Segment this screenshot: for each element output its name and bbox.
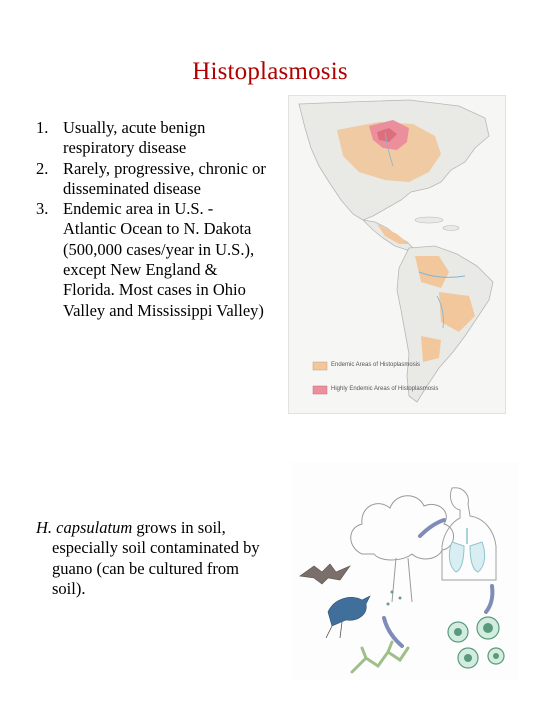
cycle-arrow <box>486 586 492 612</box>
yeast-cells <box>448 617 504 668</box>
endemic-area-south-3 <box>421 336 441 362</box>
item-number: 1. <box>36 118 49 137</box>
legend-label-highly-endemic: Highly Endemic Areas of Histoplasmosis <box>331 386 439 392</box>
human-outline <box>442 488 496 580</box>
bird-icon <box>328 596 370 626</box>
bat-icon <box>300 564 350 584</box>
life-cycle-image <box>292 462 518 680</box>
life-cycle-diagram <box>292 462 518 680</box>
item-text: Rarely, progressive, chronic or disseminated disease <box>63 158 266 198</box>
item-number: 3. <box>36 199 49 219</box>
list-item <box>36 199 266 321</box>
legend-label-endemic: Endemic Areas of Histoplasmosis <box>331 362 421 368</box>
list-item <box>36 118 266 159</box>
item-text: Usually, acute benign respiratory disease <box>63 118 206 158</box>
organism-name: H. capsulatum <box>36 518 133 537</box>
note-first-line-text: grows in soil, <box>132 518 226 537</box>
tree-outline <box>351 496 454 560</box>
item-text: Endemic area in U.S. - Atlantic Ocean to N. Dakota (500,000 cases/year in U.S.), except New England & Florida. Most cases in Ohio Valley and Mississippi Valley) <box>63 199 264 320</box>
slide-title: Histoplasmosis <box>192 58 348 85</box>
note-first-line <box>36 518 276 538</box>
americas-map <box>289 96 505 413</box>
cycle-arrow <box>420 520 444 536</box>
list-item <box>36 159 266 200</box>
item-number: 2. <box>36 158 49 178</box>
key-points-list <box>36 118 266 321</box>
lungs-icon <box>449 542 484 572</box>
note-continuation: especially soil contaminated by guano (can be cultured from soil). <box>52 538 260 598</box>
endemic-map-image <box>288 95 506 414</box>
habitat-note <box>36 518 276 599</box>
